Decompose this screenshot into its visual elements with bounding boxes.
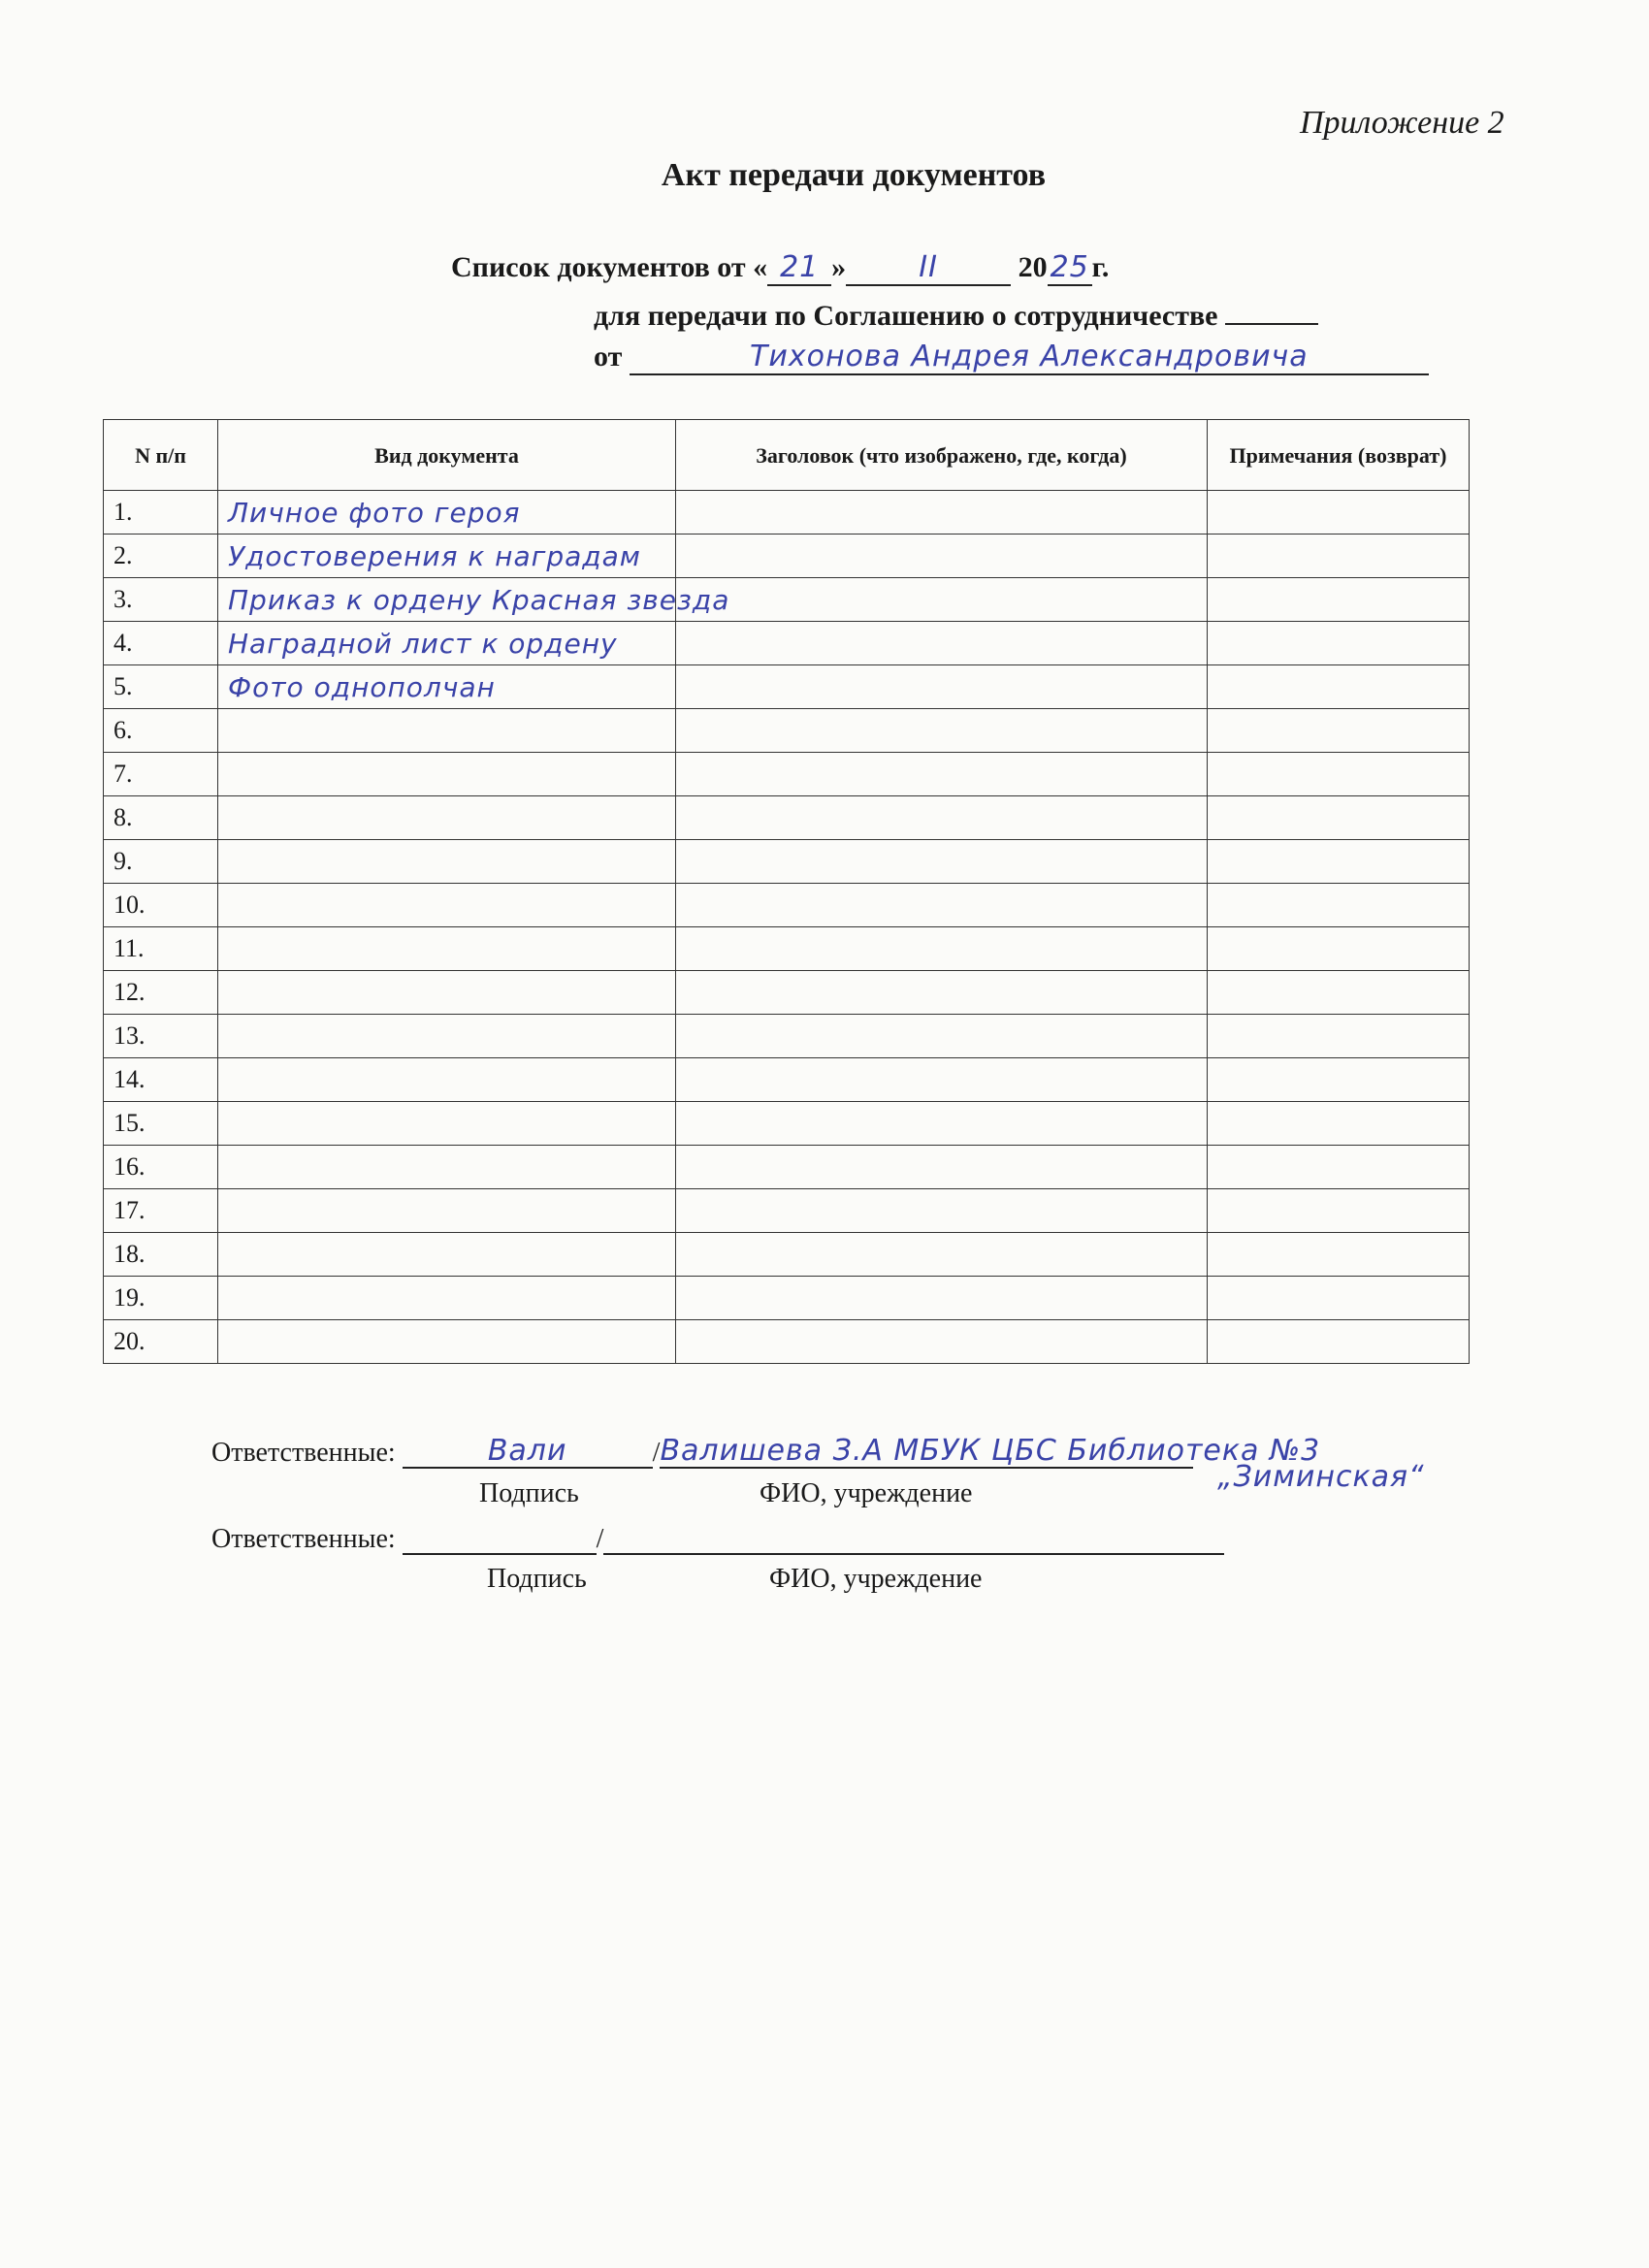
row-doc-type bbox=[218, 1189, 676, 1233]
row-title bbox=[676, 1189, 1208, 1233]
row-doc-type: Наградной лист к ордену bbox=[218, 622, 676, 665]
row-title bbox=[676, 840, 1208, 884]
row-doc-type bbox=[218, 1058, 676, 1102]
row-doc-type: Фото однополчан bbox=[218, 665, 676, 709]
row-note bbox=[1208, 1189, 1470, 1233]
col-header-title: Заголовок (что изображено, где, когда) bbox=[676, 420, 1208, 491]
responsible-name-2 bbox=[603, 1520, 1224, 1555]
row-title bbox=[676, 1015, 1208, 1058]
col-header-notes: Примечания (возврат) bbox=[1208, 420, 1470, 491]
row-number: 8. bbox=[104, 796, 218, 840]
row-doc-type bbox=[218, 1277, 676, 1320]
row-doc-type: Удостоверения к наградам bbox=[218, 535, 676, 578]
responsible-label: Ответственные: bbox=[211, 1438, 396, 1468]
row-title bbox=[676, 709, 1208, 753]
row-note bbox=[1208, 927, 1470, 971]
row-number: 6. bbox=[104, 709, 218, 753]
table-row bbox=[104, 753, 1470, 796]
agreement-label: для передачи по Соглашению о сотрудничестве bbox=[594, 300, 1218, 332]
row-note bbox=[1208, 840, 1470, 884]
row-number: 7. bbox=[104, 753, 218, 796]
table-row bbox=[104, 1058, 1470, 1102]
table-row bbox=[104, 884, 1470, 927]
row-doc-type bbox=[218, 753, 676, 796]
table-row bbox=[104, 1277, 1470, 1320]
row-doc-type: Личное фото героя bbox=[218, 491, 676, 535]
row-title bbox=[676, 535, 1208, 578]
signature-2 bbox=[403, 1520, 597, 1555]
row-title bbox=[676, 1277, 1208, 1320]
row-note bbox=[1208, 622, 1470, 665]
row-doc-type bbox=[218, 971, 676, 1015]
row-number: 3. bbox=[104, 578, 218, 622]
row-title bbox=[676, 491, 1208, 535]
responsible-name-1-continuation: „Зиминская“ bbox=[1217, 1460, 1425, 1494]
row-number: 11. bbox=[104, 927, 218, 971]
row-doc-type bbox=[218, 709, 676, 753]
col-header-doc-type: Вид документа bbox=[218, 420, 676, 491]
row-doc-type bbox=[218, 1146, 676, 1189]
row-title bbox=[676, 796, 1208, 840]
row-note bbox=[1208, 491, 1470, 535]
date-month: II bbox=[846, 250, 1011, 286]
caption-signature-2: Подпись bbox=[487, 1564, 587, 1594]
row-note bbox=[1208, 1146, 1470, 1189]
from-label: от bbox=[594, 340, 623, 373]
table-row bbox=[104, 1015, 1470, 1058]
row-note bbox=[1208, 578, 1470, 622]
row-number: 2. bbox=[104, 535, 218, 578]
row-note bbox=[1208, 1015, 1470, 1058]
list-prefix: Список документов от « bbox=[451, 251, 768, 283]
table-row bbox=[104, 796, 1470, 840]
document-title: Акт передачи документов bbox=[661, 157, 1047, 193]
row-number: 5. bbox=[104, 665, 218, 709]
row-note bbox=[1208, 665, 1470, 709]
row-title bbox=[676, 1102, 1208, 1146]
row-note bbox=[1208, 1102, 1470, 1146]
table-row bbox=[104, 1189, 1470, 1233]
table-row bbox=[104, 665, 1470, 709]
row-number: 12. bbox=[104, 971, 218, 1015]
row-number: 15. bbox=[104, 1102, 218, 1146]
table-row bbox=[104, 1146, 1470, 1189]
row-note bbox=[1208, 1320, 1470, 1364]
row-title bbox=[676, 665, 1208, 709]
appendix-label: Приложение 2 bbox=[1300, 105, 1504, 141]
row-number: 10. bbox=[104, 884, 218, 927]
row-number: 20. bbox=[104, 1320, 218, 1364]
row-title bbox=[676, 1146, 1208, 1189]
row-number: 1. bbox=[104, 491, 218, 535]
row-title bbox=[676, 622, 1208, 665]
agreement-line bbox=[594, 298, 1318, 333]
from-line bbox=[594, 340, 1429, 375]
row-doc-type bbox=[218, 1233, 676, 1277]
row-note bbox=[1208, 884, 1470, 927]
responsible-name-1: Валишева З.А МБУК ЦБС Библиотека №3 bbox=[660, 1434, 1321, 1468]
table-row bbox=[104, 1102, 1470, 1146]
row-number: 4. bbox=[104, 622, 218, 665]
row-title bbox=[676, 1058, 1208, 1102]
row-number: 17. bbox=[104, 1189, 218, 1233]
responsible-label: Ответственные: bbox=[211, 1524, 396, 1554]
table-row bbox=[104, 622, 1470, 665]
caption-name-1: ФИО, учреждение bbox=[760, 1478, 973, 1508]
row-doc-type bbox=[218, 1102, 676, 1146]
row-note bbox=[1208, 1058, 1470, 1102]
col-header-number: N п/п bbox=[104, 420, 218, 491]
row-doc-type bbox=[218, 1320, 676, 1364]
row-number: 19. bbox=[104, 1277, 218, 1320]
row-note bbox=[1208, 796, 1470, 840]
row-note bbox=[1208, 971, 1470, 1015]
from-value: Тихонова Андрея Александровича bbox=[630, 340, 1429, 375]
row-doc-type bbox=[218, 840, 676, 884]
table-row bbox=[104, 1233, 1470, 1277]
caption-name-2: ФИО, учреждение bbox=[769, 1564, 983, 1594]
table-row bbox=[104, 491, 1470, 535]
row-note bbox=[1208, 1277, 1470, 1320]
year-prefix: 20 bbox=[1018, 251, 1048, 283]
responsible-line-1: Ответственные: Вали /Валишева З.А МБУК ЦБС Библиотека №3 bbox=[211, 1434, 1321, 1468]
table-row bbox=[104, 971, 1470, 1015]
row-note bbox=[1208, 753, 1470, 796]
date-year: 25 bbox=[1048, 250, 1092, 286]
row-doc-type bbox=[218, 884, 676, 927]
quote-close: » bbox=[831, 251, 847, 283]
year-suffix: г. bbox=[1091, 251, 1110, 283]
row-doc-type bbox=[218, 796, 676, 840]
row-note bbox=[1208, 709, 1470, 753]
list-date-line bbox=[451, 250, 1109, 286]
caption-signature-1: Подпись bbox=[479, 1478, 579, 1508]
row-number: 16. bbox=[104, 1146, 218, 1189]
row-title bbox=[676, 927, 1208, 971]
row-doc-type bbox=[218, 927, 676, 971]
row-number: 14. bbox=[104, 1058, 218, 1102]
table-row bbox=[104, 578, 1470, 622]
row-title bbox=[676, 578, 1208, 622]
agreement-number-field bbox=[1225, 298, 1318, 325]
responsible-line-2: Ответственные: / bbox=[211, 1520, 1224, 1555]
row-title bbox=[676, 971, 1208, 1015]
signature-1: Вали bbox=[403, 1434, 653, 1469]
row-note bbox=[1208, 535, 1470, 578]
row-note bbox=[1208, 1233, 1470, 1277]
table-row bbox=[104, 927, 1470, 971]
documents-table bbox=[103, 419, 1470, 1364]
table-row bbox=[104, 840, 1470, 884]
table-row bbox=[104, 1320, 1470, 1364]
row-doc-type: Приказ к ордену Красная звезда bbox=[218, 578, 676, 622]
row-title bbox=[676, 1233, 1208, 1277]
row-number: 18. bbox=[104, 1233, 218, 1277]
row-title bbox=[676, 884, 1208, 927]
row-doc-type bbox=[218, 1015, 676, 1058]
row-number: 9. bbox=[104, 840, 218, 884]
table-header-row bbox=[104, 420, 1470, 491]
table-row bbox=[104, 535, 1470, 578]
table-row bbox=[104, 709, 1470, 753]
row-title bbox=[676, 1320, 1208, 1364]
row-title bbox=[676, 753, 1208, 796]
date-day: 21 bbox=[767, 250, 831, 286]
row-number: 13. bbox=[104, 1015, 218, 1058]
